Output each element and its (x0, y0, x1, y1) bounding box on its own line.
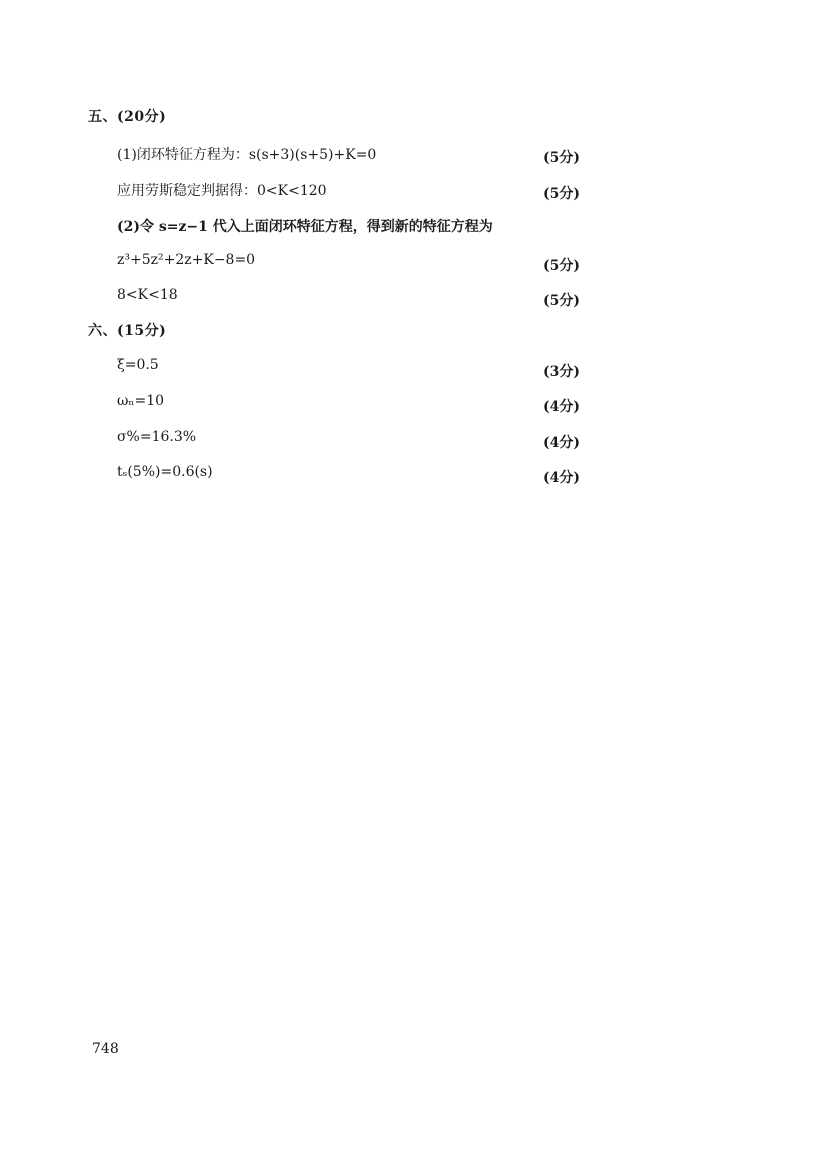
section-5-score-2: (5分) (543, 186, 580, 202)
page-number: 748 (92, 1041, 119, 1057)
section-5-score-4: (5分) (543, 258, 580, 274)
section-5-score-5: (5分) (543, 293, 580, 309)
section-6-score-2: (4分) (543, 399, 580, 415)
section-6-line-2: ωₙ=10 (117, 393, 165, 409)
section-5-line-5: 8<K<18 (117, 287, 178, 303)
section-5-line-4: z³+5z²+2z+K−8=0 (117, 252, 256, 268)
section-6-heading: 六、(15分) (88, 323, 167, 339)
section-5-line-2: 应用劳斯稳定判据得：0<K<120 (117, 183, 327, 199)
section-5-heading: 五、(20分) (88, 109, 167, 125)
section-5-line-3: (2)令 s=z−1 代入上面闭环特征方程，得到新的特征方程为 (117, 219, 493, 235)
section-6-line-3: σ%=16.3% (117, 429, 197, 445)
section-6-score-1: (3分) (543, 364, 580, 380)
section-6-line-1: ξ=0.5 (117, 357, 159, 373)
section-6-score-3: (4分) (543, 435, 580, 451)
section-5-score-1: (5分) (543, 150, 580, 166)
section-5-line-1: (1)闭环特征方程为：s(s+3)(s+5)+K=0 (117, 147, 377, 163)
section-6-line-4: tₛ(5%)=0.6(s) (117, 464, 213, 480)
section-6-score-4: (4分) (543, 470, 580, 486)
